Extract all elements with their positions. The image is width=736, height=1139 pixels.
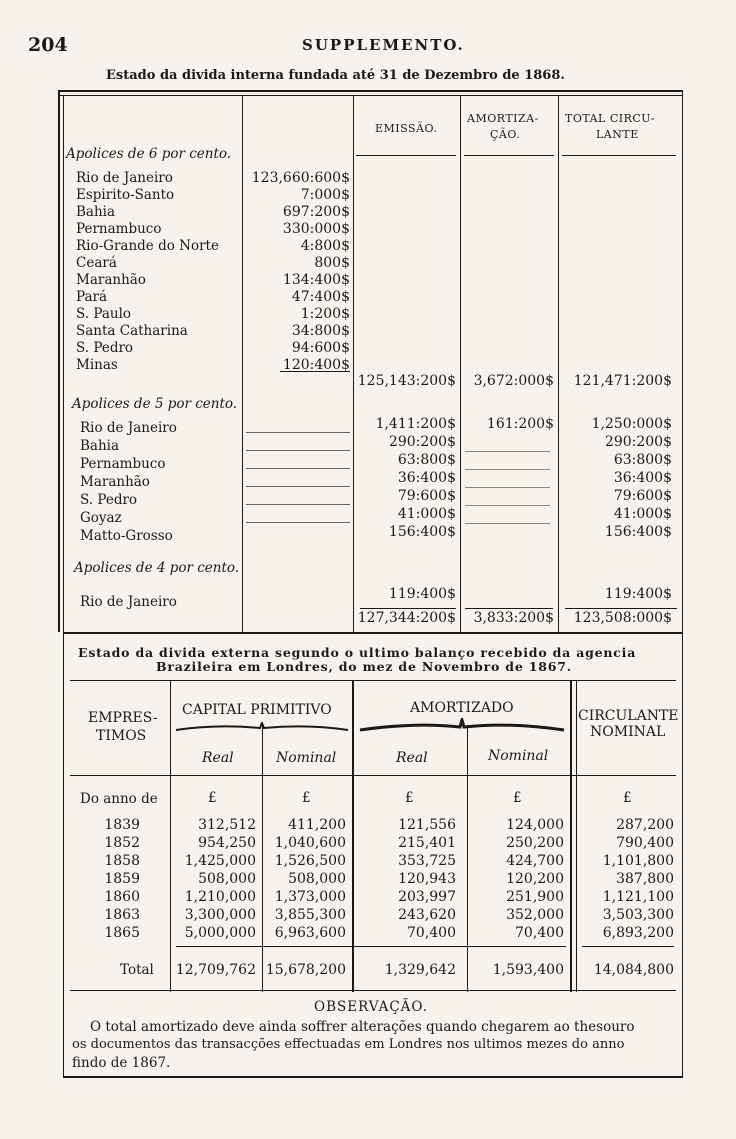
sub-amortizado-nominal: Nominal [488,748,549,764]
total-cap-nominal: 15,678,200 [265,962,346,978]
row-am-nominal: 250,200 [506,835,564,851]
row-year: 1865 [104,925,140,941]
row-value: 4:800$ [300,238,350,254]
row-name: Espirito-Santo [76,187,175,203]
row-am-real: 215,401 [398,835,456,851]
currency-am-nominal: £ [513,790,522,806]
currency-am-real: £ [405,790,414,806]
row-circulante: 790,400 [616,835,674,851]
row-total: 290:200$ [604,434,672,450]
row-value: 800$ [314,255,350,271]
row-emissao: 63:800$ [397,452,456,468]
row-circulante: 1,121,100 [602,889,674,905]
section1-emissao-total: 125,143:200$ [357,373,456,389]
row-name: S. Paulo [76,306,132,322]
row-emissao: 79:600$ [397,488,456,504]
table1-total-emissao: 127,344:200$ [357,610,456,626]
amortizado-brace [356,718,568,734]
row-total: 63:800$ [613,452,672,468]
observacao-line2: os documentos das transacções effectuadas em Londres nos ultimos mezes do anno [72,1037,625,1052]
row-emissao: 1,411:200$ [375,416,456,432]
row-value: 47:400$ [291,289,350,305]
row-cap-nominal: 411,200 [288,817,346,833]
row-total: 119:400$ [604,586,672,602]
row-name: Santa Catharina [76,323,188,339]
col-circulante-header-2: NOMINAL [590,724,666,740]
row-name: Bahia [80,438,120,454]
observacao-heading: OBSERVAÇÃO. [314,999,429,1015]
sub-capital-real: Real [202,750,234,766]
row-emissao: 119:400$ [388,586,456,602]
row-circulante: 387,800 [616,871,674,887]
total-cap-real: 12,709,762 [175,962,256,978]
row-name: Ceará [76,255,117,271]
table1-total-amortizacao: 3,833:200$ [473,610,554,626]
col-amortizacao-header-2: ÇÃO. [490,128,521,141]
row-name: Maranhão [76,272,146,288]
row-name: Pernambuco [76,221,162,237]
col-total-header-1: TOTAL CIRCU- [565,112,656,125]
row-value: 34:800$ [291,323,350,339]
col-emissao-header: EMISSÃO. [375,122,438,135]
sub-capital-nominal: Nominal [276,750,337,766]
row-circulante: 3,503,300 [602,907,674,923]
capital-brace [172,722,352,734]
row-circulante: 287,200 [616,817,674,833]
row-circulante: 1,101,800 [602,853,674,869]
total-am-real: 1,329,642 [384,962,456,978]
row-am-real: 70,400 [407,925,456,941]
row-name: Rio-Grande do Norte [76,238,219,254]
row-cap-nominal: 508,000 [288,871,346,887]
row-name: Pernambuco [80,456,166,472]
table2-title-line1: Estado da divida externa segundo o ultimo balanço recebido da agencia [78,645,637,660]
col-circulante-header-1: CIRCULANTE [578,708,679,724]
row-emissao: 290:200$ [388,434,456,450]
row-total: 36:400$ [613,470,672,486]
row-cap-real: 1,210,000 [184,889,256,905]
table1-title: Estado da divida interna fundada até 31 de Dezembro de 1868. [106,68,565,83]
row-am-real: 243,620 [398,907,456,923]
row-am-nominal: 124,000 [506,817,564,833]
row-amortizacao: 161:200$ [486,416,554,432]
row-cap-real: 5,000,000 [184,925,256,941]
row-cap-real: 3,300,000 [184,907,256,923]
row-value: 7:000$ [300,187,350,203]
page-title: SUPPLEMENTO. [302,36,465,54]
col-capital-header: CAPITAL PRIMITIVO [182,702,332,718]
row-name: S. Pedro [80,492,138,508]
row-value: 123,660:600$ [251,170,350,186]
row-cap-real: 1,425,000 [184,853,256,869]
row-year: 1858 [104,853,140,869]
table2-title-line2: Brazileira em Londres, do mez de Novembro de 1867. [156,659,572,674]
sub-amortizado-real: Real [396,750,428,766]
row-total: 156:400$ [604,524,672,540]
row-value: 330:000$ [282,221,350,237]
row-total: 41:000$ [613,506,672,522]
total-label: Total [120,962,154,978]
table1-total-circulante: 123,508:000$ [573,610,672,626]
row-value: 134:400$ [282,272,350,288]
row-am-real: 353,725 [398,853,456,869]
col-total-header-2: LANTE [596,128,639,141]
row-cap-nominal: 1,373,000 [274,889,346,905]
row-name: Rio de Janeiro [76,170,173,186]
row-am-real: 203,997 [398,889,456,905]
row-emissao: 36:400$ [397,470,456,486]
row-am-real: 120,943 [398,871,456,887]
row-emissao: 41:000$ [397,506,456,522]
observacao-line3: findo de 1867. [72,1055,171,1071]
row-cap-nominal: 6,963,600 [274,925,346,941]
row-am-real: 121,556 [398,817,456,833]
observacao-line1: O total amortizado deve ainda soffrer alterações quando chegarem ao thesouro [90,1019,635,1035]
row-name: S. Pedro [76,340,134,356]
do-anno-label: Do anno de [80,791,158,807]
row-circulante: 6,893,200 [602,925,674,941]
row-am-nominal: 251,900 [506,889,564,905]
col-amortizado-header: AMORTIZADO [410,700,514,716]
row-year: 1860 [104,889,140,905]
currency-cap-nominal: £ [302,790,311,806]
row-cap-nominal: 1,040,600 [274,835,346,851]
col-emprestimos-header-2: TIMOS [96,728,147,744]
page-number: 204 [28,34,68,56]
row-cap-nominal: 1,526,500 [274,853,346,869]
col-emprestimos-header-1: EMPRES- [88,710,158,726]
row-name: Rio de Janeiro [80,420,177,436]
section1-total: 121,471:200$ [573,373,672,389]
row-name: Goyaz [80,510,122,526]
row-name: Bahia [76,204,116,220]
row-name: Rio de Janeiro [80,594,177,610]
row-cap-real: 508,000 [198,871,256,887]
row-cap-nominal: 3,855,300 [274,907,346,923]
row-value: 94:600$ [291,340,350,356]
row-cap-real: 954,250 [198,835,256,851]
row-year: 1863 [104,907,140,923]
section-heading-5pct: Apolices de 5 por cento. [72,396,238,412]
row-value: 120:400$ [282,357,350,373]
col-amortizacao-header-1: AMORTIZA- [467,112,539,125]
row-name: Minas [76,357,118,373]
currency-cap-real: £ [208,790,217,806]
row-year: 1839 [104,817,140,833]
row-year: 1852 [104,835,140,851]
row-am-nominal: 120,200 [506,871,564,887]
row-value: 697:200$ [282,204,350,220]
row-am-nominal: 424,700 [506,853,564,869]
row-year: 1859 [104,871,140,887]
row-emissao: 156:400$ [388,524,456,540]
row-name: Matto-Grosso [80,528,173,544]
section-heading-6pct: Apolices de 6 por cento. [66,146,232,162]
row-am-nominal: 352,000 [506,907,564,923]
row-name: Pará [76,289,108,305]
section1-amortizacao-total: 3,672:000$ [473,373,554,389]
total-am-nominal: 1,593,400 [492,962,564,978]
section-heading-4pct: Apolices de 4 por cento. [74,560,240,576]
row-cap-real: 312,512 [198,817,256,833]
currency-circulante: £ [623,790,632,806]
row-value: 1:200$ [300,306,350,322]
row-name: Maranhão [80,474,150,490]
row-total: 79:600$ [613,488,672,504]
row-am-nominal: 70,400 [515,925,564,941]
total-circulante: 14,084,800 [593,962,674,978]
row-total: 1,250:000$ [591,416,672,432]
